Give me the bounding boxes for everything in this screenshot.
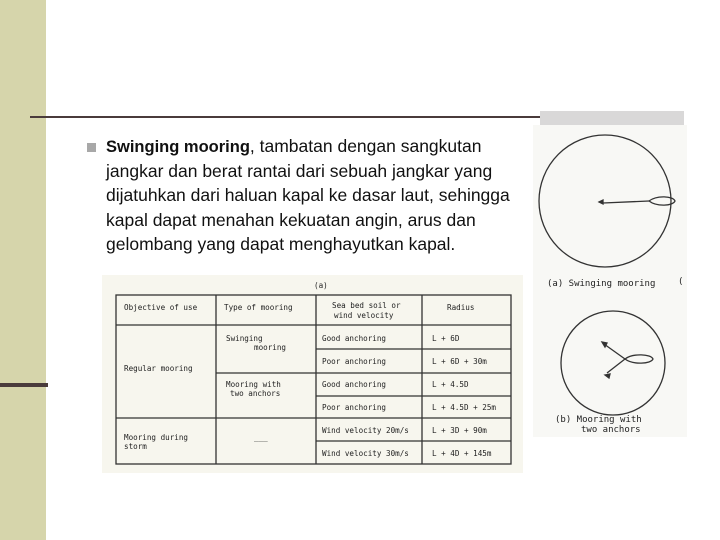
row-4-soil: Poor anchoring bbox=[322, 403, 387, 412]
row-2-radius: L + 6D + 30m bbox=[432, 357, 487, 366]
type-swinging-1: Swinging bbox=[226, 334, 263, 343]
row-1-soil: Good anchoring bbox=[322, 334, 387, 343]
type-two-anchor-1: Mooring with bbox=[226, 380, 281, 389]
right-accent-block bbox=[540, 111, 684, 125]
caption-b-1: (b) Mooring with bbox=[555, 415, 642, 425]
bullet-square-icon bbox=[87, 143, 96, 152]
row-6-soil: Wind velocity 30m/s bbox=[322, 449, 409, 458]
mooring-radius-table bbox=[102, 275, 523, 473]
table-caption: (a) bbox=[314, 281, 328, 290]
mooring-diagrams bbox=[533, 125, 687, 437]
group-storm-1: Mooring during bbox=[124, 433, 189, 442]
group-storm-2: storm bbox=[124, 442, 147, 451]
caption-a-extra: ( bbox=[678, 277, 684, 287]
caption-b-2: two anchors bbox=[581, 425, 641, 435]
header-objective: Objective of use bbox=[124, 303, 198, 312]
row-6-radius: L + 4D + 145m bbox=[432, 449, 492, 458]
row-5-soil: Wind velocity 20m/s bbox=[322, 426, 409, 435]
row-5-radius: L + 3D + 90m bbox=[432, 426, 487, 435]
type-two-anchor-2: two anchors bbox=[230, 389, 281, 398]
row-4-radius: L + 4.5D + 25m bbox=[432, 403, 497, 412]
bullet-term: Swinging mooring bbox=[106, 138, 250, 156]
left-accent-line bbox=[0, 383, 48, 387]
left-decor-bar bbox=[0, 0, 46, 540]
row-3-radius: L + 4.5D bbox=[432, 380, 469, 389]
type-swinging-2: mooring bbox=[254, 343, 287, 352]
caption-a: (a) Swinging mooring bbox=[547, 279, 656, 289]
bullet-paragraph bbox=[106, 135, 526, 258]
bullet-body: , tambatan dengan sangkutan jangkar dan berat rantai dari sebuah jangkar yang dijatuhkan dari haluan kapal ke dasar laut, sehingga kapal dapat menahan kekuatan angin, arus dan gelombang yang dapat menghayutkan kapal. bbox=[106, 136, 510, 254]
type-storm: ___ bbox=[254, 433, 268, 442]
row-3-soil: Good anchoring bbox=[322, 380, 387, 389]
header-soil-1: Sea bed soil or bbox=[332, 301, 401, 310]
header-radius: Radius bbox=[447, 303, 475, 312]
two-anchor-mooring-figure bbox=[561, 311, 665, 415]
group-regular: Regular mooring bbox=[124, 364, 193, 373]
header-soil-2: wind velocity bbox=[334, 311, 394, 320]
row-1-radius: L + 6D bbox=[432, 334, 460, 343]
swinging-mooring-figure bbox=[539, 135, 675, 267]
row-2-soil: Poor anchoring bbox=[322, 357, 387, 366]
header-type: Type of mooring bbox=[224, 303, 293, 312]
